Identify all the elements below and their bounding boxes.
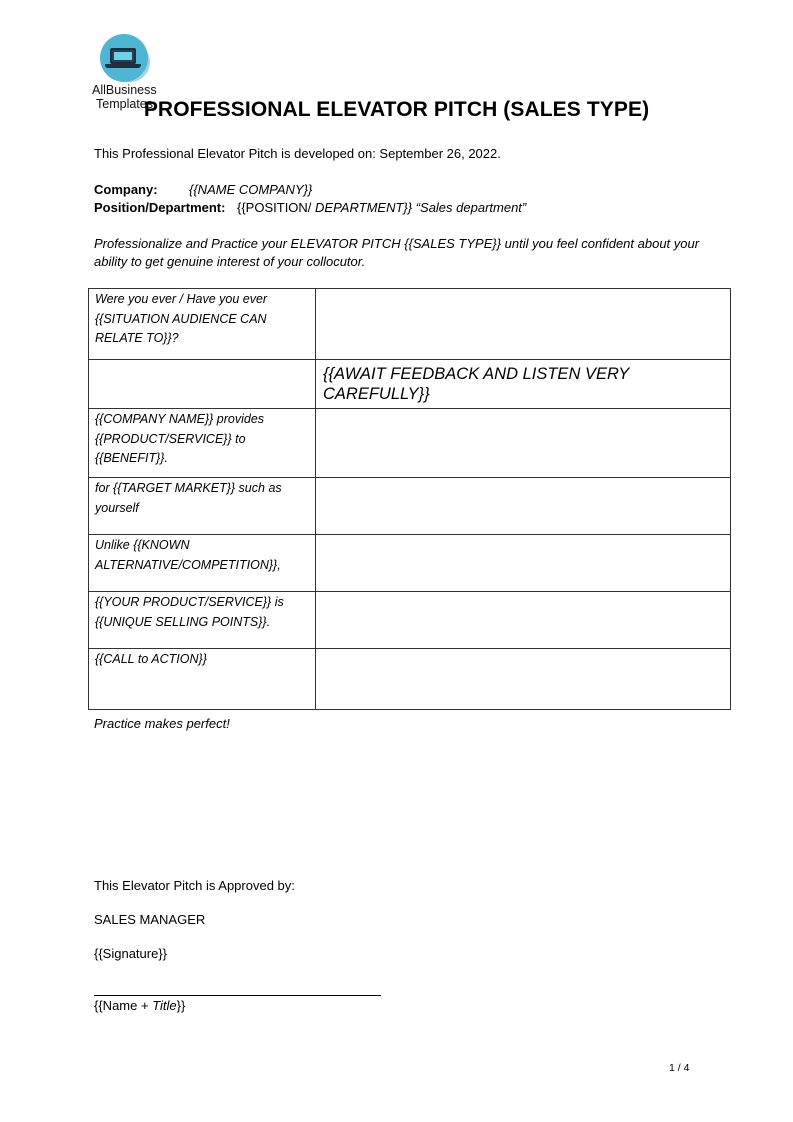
company-line xyxy=(94,182,312,197)
approved-by-text: This Elevator Pitch is Approved by: xyxy=(94,878,295,893)
signature-line xyxy=(94,995,381,996)
table-cell-label: Were you ever / Have you ever {{SITUATION AUDIENCE CAN RELATE TO}}? xyxy=(89,289,316,360)
logo-line-1: AllBusiness xyxy=(92,83,157,97)
name-title-italic: Title xyxy=(152,998,177,1013)
table-row xyxy=(89,360,731,409)
table-cell-value[interactable] xyxy=(316,289,731,360)
document-title: PROFESSIONAL ELEVATOR PITCH (SALES TYPE) xyxy=(143,98,650,121)
name-title-close: }} xyxy=(176,998,186,1013)
table-row xyxy=(89,478,731,535)
practice-text: Practice makes perfect! xyxy=(94,716,230,731)
table-cell-value[interactable] xyxy=(316,409,731,478)
table-row xyxy=(89,535,731,592)
intro-paragraph: Professionalize and Practice your ELEVATOR PITCH {{SALES TYPE}} until you feel confident about your ability to get genuine interest of your collocutor. xyxy=(94,236,700,269)
pitch-table xyxy=(88,288,731,710)
table-row xyxy=(89,409,731,478)
table-cell-label: {{CALL to ACTION}} xyxy=(89,649,316,710)
name-title-placeholder xyxy=(94,998,185,1013)
name-title-open: {{Name + xyxy=(94,998,153,1013)
table-cell-label xyxy=(89,360,316,409)
table-row xyxy=(89,289,731,360)
table-cell-value[interactable] xyxy=(316,592,731,649)
logo-line-2: Templates xyxy=(96,97,153,111)
await-feedback-cell: {{AWAIT FEEDBACK AND LISTEN VERY CAREFULLY}} xyxy=(316,360,731,409)
table-cell-value[interactable] xyxy=(316,478,731,535)
table-cell-value[interactable] xyxy=(316,649,731,710)
company-label: Company: xyxy=(94,182,158,197)
position-value-quote: “Sales department” xyxy=(412,200,527,215)
table-cell-label: {{YOUR PRODUCT/SERVICE}} is {{UNIQUE SELLING POINTS}}. xyxy=(89,592,316,649)
laptop-base-icon xyxy=(105,64,141,68)
table-cell-label: for {{TARGET MARKET}} such as yourself xyxy=(89,478,316,535)
position-line xyxy=(94,200,526,215)
position-value-italic: DEPARTMENT}} xyxy=(311,200,413,215)
table-row xyxy=(89,649,731,710)
position-label: Position/Department: xyxy=(94,200,226,215)
developed-on-text: This Professional Elevator Pitch is developed on: September 26, 2022. xyxy=(94,146,501,161)
sales-manager-text: SALES MANAGER xyxy=(94,912,206,927)
table-cell-label: {{COMPANY NAME}} provides {{PRODUCT/SERVICE}} to {{BENEFIT}}. xyxy=(89,409,316,478)
signature-placeholder: {{Signature}} xyxy=(94,946,168,961)
table-cell-label: Unlike {{KNOWN ALTERNATIVE/COMPETITION}}, xyxy=(89,535,316,592)
laptop-icon xyxy=(110,48,136,64)
position-value-open: {{POSITION/ xyxy=(237,200,312,215)
company-value: {{NAME COMPANY}} xyxy=(189,182,313,197)
table-cell-value[interactable] xyxy=(316,535,731,592)
page-number: 1 / 4 xyxy=(669,1062,690,1074)
table-row xyxy=(89,592,731,649)
